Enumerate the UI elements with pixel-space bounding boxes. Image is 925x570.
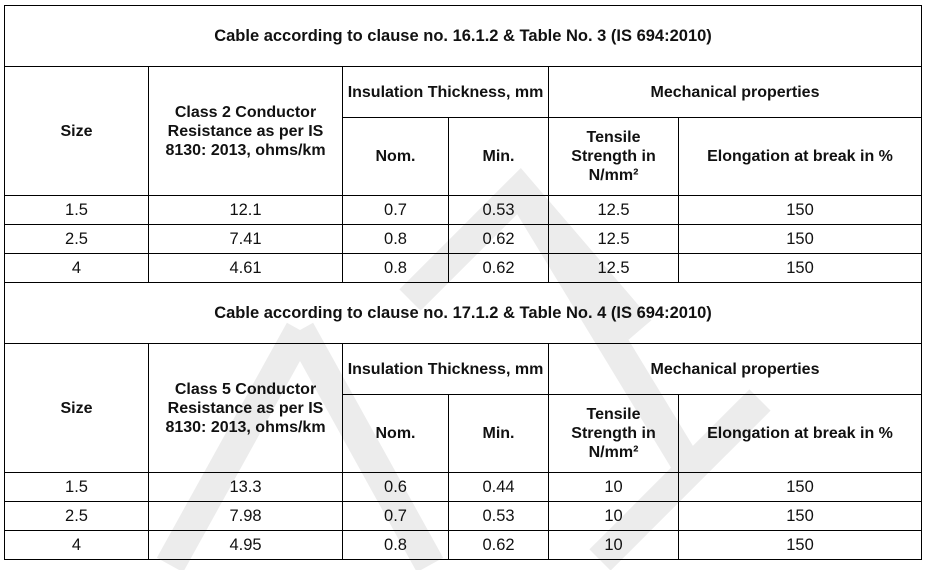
nom-cell: 0.8 xyxy=(343,225,449,254)
table-row xyxy=(5,473,922,502)
resistance-cell: 13.3 xyxy=(149,473,343,502)
size-cell: 4 xyxy=(5,254,149,283)
table2-conductor-header: Class 5 Conductor Resistance as per IS 8130: 2013, ohms/km xyxy=(149,344,343,473)
size-cell: 1.5 xyxy=(5,473,149,502)
table1-elongation-header: Elongation at break in % xyxy=(679,118,922,196)
nom-cell: 0.7 xyxy=(343,502,449,531)
tensile-cell: 10 xyxy=(549,473,679,502)
size-cell: 1.5 xyxy=(5,196,149,225)
min-cell: 0.62 xyxy=(449,225,549,254)
nom-cell: 0.8 xyxy=(343,254,449,283)
size-cell: 4 xyxy=(5,531,149,560)
size-cell: 2.5 xyxy=(5,225,149,254)
tensile-cell: 10 xyxy=(549,502,679,531)
table1-min-header: Min. xyxy=(449,118,549,196)
table2-mechanical-header: Mechanical properties xyxy=(549,344,922,395)
table1-header-row-1 xyxy=(5,67,922,118)
elongation-cell: 150 xyxy=(679,531,922,560)
table2-elongation-header: Elongation at break in % xyxy=(679,395,922,473)
tensile-cell: 12.5 xyxy=(549,225,679,254)
nom-cell: 0.8 xyxy=(343,531,449,560)
table2-header-row-1 xyxy=(5,344,922,395)
size-cell: 2.5 xyxy=(5,502,149,531)
resistance-cell: 7.41 xyxy=(149,225,343,254)
min-cell: 0.62 xyxy=(449,531,549,560)
tensile-cell: 10 xyxy=(549,531,679,560)
resistance-cell: 12.1 xyxy=(149,196,343,225)
elongation-cell: 150 xyxy=(679,473,922,502)
table-row xyxy=(5,225,922,254)
table2-insulation-header: Insulation Thickness, mm xyxy=(343,344,549,395)
min-cell: 0.44 xyxy=(449,473,549,502)
table1-nom-header: Nom. xyxy=(343,118,449,196)
table1-caption: Cable according to clause no. 16.1.2 & Table No. 3 (IS 694:2010) xyxy=(5,6,922,67)
elongation-cell: 150 xyxy=(679,502,922,531)
elongation-cell: 150 xyxy=(679,225,922,254)
table2-size-header: Size xyxy=(5,344,149,473)
table1-mechanical-header: Mechanical properties xyxy=(549,67,922,118)
table1-tensile-header: Tensile Strength in N/mm² xyxy=(549,118,679,196)
elongation-cell: 150 xyxy=(679,196,922,225)
resistance-cell: 4.61 xyxy=(149,254,343,283)
table1-conductor-header: Class 2 Conductor Resistance as per IS 8130: 2013, ohms/km xyxy=(149,67,343,196)
cable-specs-table xyxy=(4,5,922,560)
nom-cell: 0.6 xyxy=(343,473,449,502)
resistance-cell: 4.95 xyxy=(149,531,343,560)
min-cell: 0.53 xyxy=(449,502,549,531)
tensile-cell: 12.5 xyxy=(549,254,679,283)
table2-min-header: Min. xyxy=(449,395,549,473)
nom-cell: 0.7 xyxy=(343,196,449,225)
table1-caption-row xyxy=(5,6,922,67)
table-row xyxy=(5,531,922,560)
table2-caption: Cable according to clause no. 17.1.2 & Table No. 4 (IS 694:2010) xyxy=(5,283,922,344)
elongation-cell: 150 xyxy=(679,254,922,283)
table2-tensile-header: Tensile Strength in N/mm² xyxy=(549,395,679,473)
min-cell: 0.53 xyxy=(449,196,549,225)
resistance-cell: 7.98 xyxy=(149,502,343,531)
table-row xyxy=(5,254,922,283)
table-row xyxy=(5,196,922,225)
table2-caption-row xyxy=(5,283,922,344)
table-row xyxy=(5,502,922,531)
table2-nom-header: Nom. xyxy=(343,395,449,473)
table1-insulation-header: Insulation Thickness, mm xyxy=(343,67,549,118)
table1-size-header: Size xyxy=(5,67,149,196)
tensile-cell: 12.5 xyxy=(549,196,679,225)
min-cell: 0.62 xyxy=(449,254,549,283)
